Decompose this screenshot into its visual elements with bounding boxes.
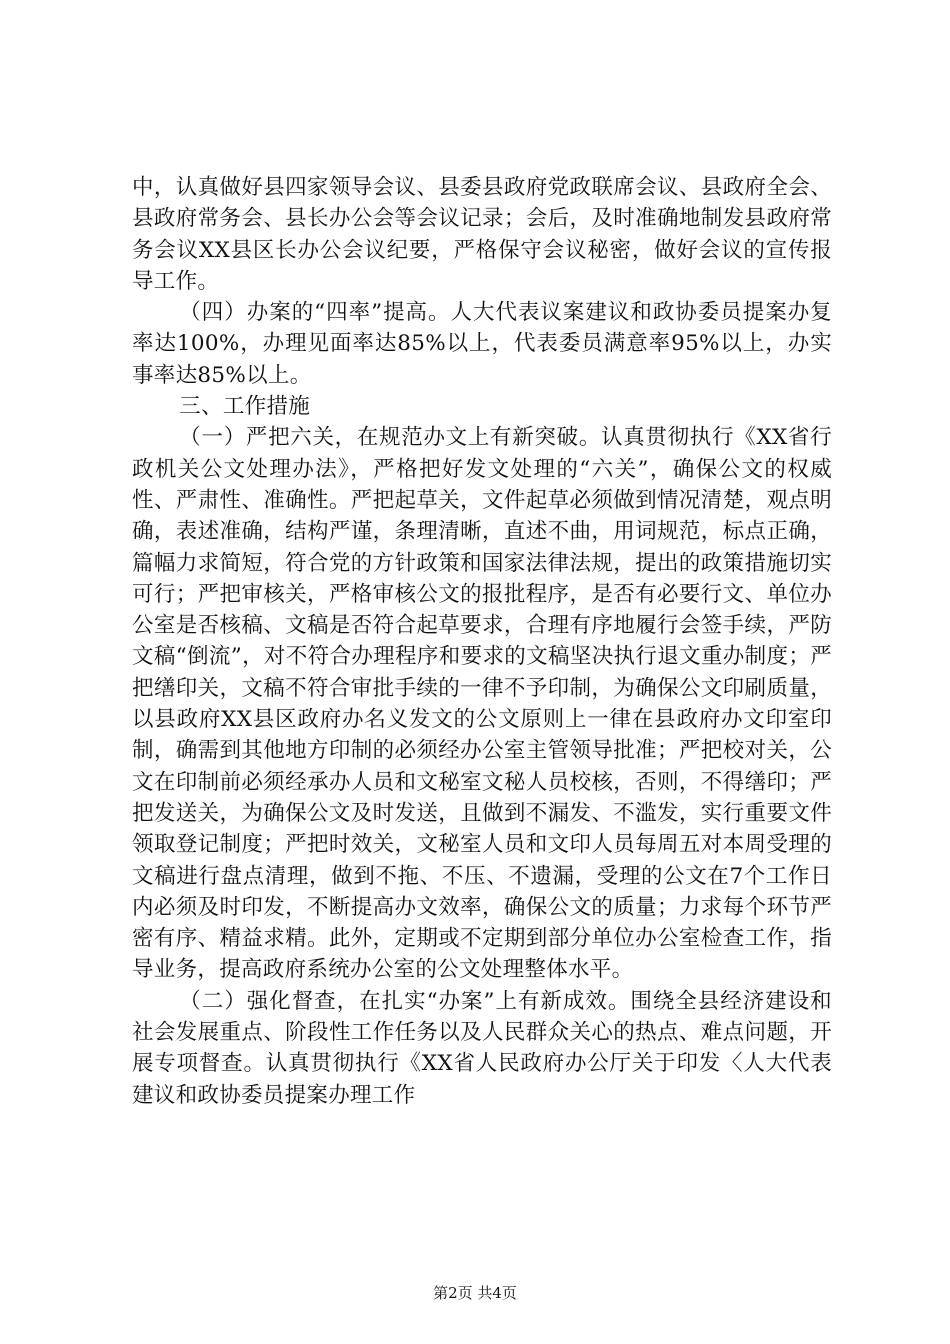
section-heading-work-measures: 三、工作措施 (179, 394, 311, 420)
paragraph-six-checkpoints: （一）严把六关，在规范办文上有新突破。认真贯彻执行《XX省行政机关公文处理办法》，严格把好发文处理的“六关”，确保公文的权威性、严肃性、准确性。严把起草关，文件起草必须做到情况清楚，观点明确，表述准确，结构严谨，条理清晰，直述不曲，用词规范，标点正确，篇幅力求简短，符合党的方针政策和国家法律法规，提出的政策措施切实可行；严把审核关，严格审核公文的报批程序，是否有必要行文、单位办公室是否核稿、文稿是否符合起草要求，合理有序地履行会签手续，严防文稿“倒流”，对不符合办理程序和要求的文稿坚决执行退文重办制度；严把缮印关，文稿不符合审批手续的一律不予印制，为确保公文印刷质量，以县政府XX县区政府办名义发文的公文原则上一律在县政府办文印室印制，确需到其他地方印制的必须经办公室主管领导批准；严把校对关，公文在印制前必须经承办人员和文秘室文秘人员校核，否则，不得缮印；严把发送关，为确保公文及时发送，且做到不漏发、不滥发，实行重要文件领取登记制度；严把时效关，文秘室人员和文印人员每周五对本周受理的文稿进行盘点清理，做到不拖、不压、不遗漏，受理的公文在7个工作日内必须及时印发，不断提高办文效率，确保公文的质量；力求每个环节严密有序、精益求精。此外，定期或不定期到部分单位办公室检查工作，指导业务，提高政府系统办公室的公文处理整体水平。 (132, 425, 832, 983)
document-body (132, 172, 832, 1111)
paragraph-strengthen-supervision: （二）强化督查，在扎实“办案”上有新成效。围绕全县经济建设和社会发展重点、阶段性工作任务以及人民群众关心的热点、难点问题，开展专项督查。认真贯彻执行《XX省人民政府办公厅关于印发〈人大代表建议和政协委员提案办理工作 (132, 988, 832, 1108)
page-number-footer: 第2页 共4页 (433, 1284, 517, 1302)
paragraph-meeting-records: 中，认真做好县四家领导会议、县委县政府党政联席会议、县政府全会、县政府常务会、县长办公会等会议记录；会后，及时准确地制发县政府常务会议XX县区长办公会议纪要，严格保守会议秘密，做好会议的宣传报导工作。 (132, 175, 832, 294)
paragraph-four-rates: （四）办案的“四率”提高。人大代表议案建议和政协委员提案办复率达100%，办理见面率达85%以上，代表委员满意率95%以上，办实事率达85%以上。 (132, 300, 832, 388)
